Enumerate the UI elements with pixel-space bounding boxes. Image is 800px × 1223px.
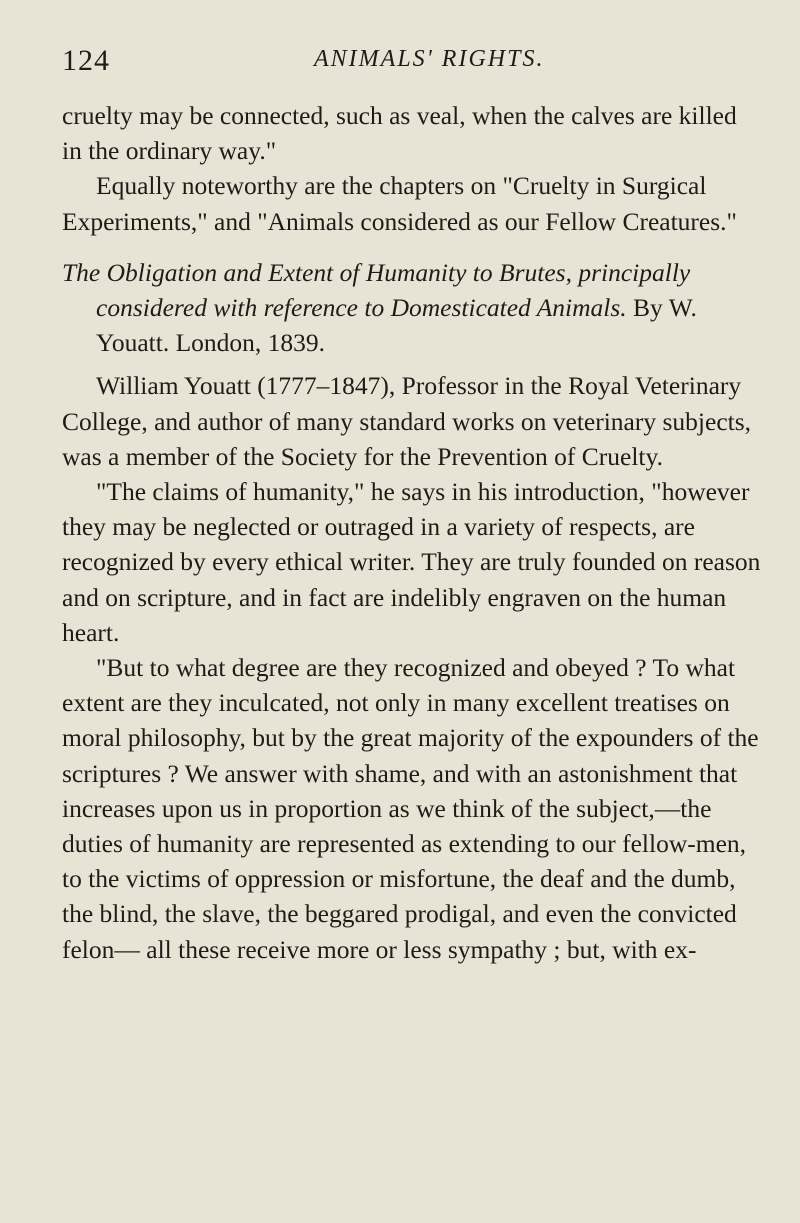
citation <box>62 255 762 361</box>
citation-rest: By W. Youatt. London, 1839. <box>96 293 697 358</box>
running-head <box>62 44 740 84</box>
paragraph: "But to what degree are they recognized and obeyed ? To what extent are they inculcated, not only in many excellent treatises on moral philosophy, but by the great majority of the expounders of the scriptures ? We answer with shame, and with an astonishment that increases upon us in proportion as we think of the subject,—the duties of humanity are represented as extending to our fellow-men, to the victims of oppression or misfortune, the deaf and the dumb, the blind, the slave, the beggared prodigal, and even the convicted felon— all these receive more or less sympathy ; but, with ex- <box>62 653 759 964</box>
citation-title: The Obligation and Extent of Humanity to Brutes, principally considered with reference to Domesticated Animals. <box>62 257 691 323</box>
paragraph: cruelty may be connected, such as veal, when the calves are killed in the ordinary way." <box>62 101 737 166</box>
body-text <box>62 98 762 967</box>
paragraph: William Youatt (1777–1847), Professor in the Royal Veterinary College, and author of many standard works on veterinary subjects, was a member of the Society for the Prevention of Cruelty. <box>62 371 752 471</box>
paragraph: "The claims of humanity," he says in his introduction, "however they may be neglected or outraged in a variety of respects, are recognized by every ethical writer. They are truly founded on reason and on scripture, and in fact are indelibly engraven on the human heart. <box>62 477 761 647</box>
running-title: ANIMALS' RIGHTS. <box>314 46 545 72</box>
paragraph: Equally noteworthy are the chapters on "Cruelty in Surgical Experiments," and "Animals considered as our Fellow Creatures." <box>62 171 737 236</box>
page-number: 124 <box>62 44 110 77</box>
